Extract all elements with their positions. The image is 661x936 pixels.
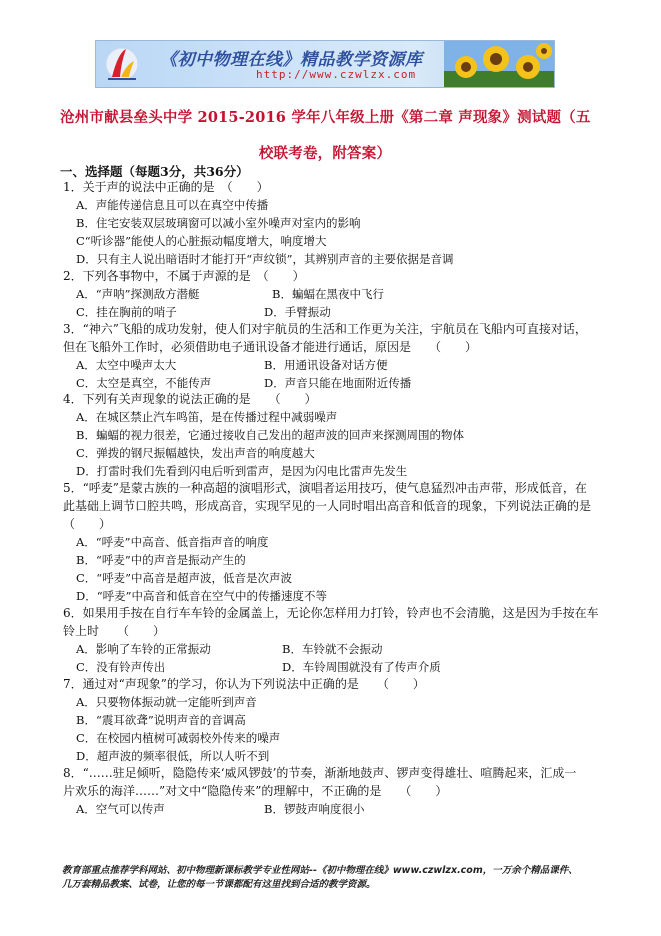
q2-option-a: A．“声呐”探测敌方潜艇	[76, 287, 200, 301]
q5-option-d: D．“呼麦”中高音和低音在空气中的传播速度不等	[76, 589, 327, 603]
q2-option-d: D．手臂振动	[264, 305, 331, 319]
question-4-stem: 4．下列有关声现象的说法正确的是 （ ）	[63, 392, 317, 406]
q8-option-a: A．空气可以传声	[76, 802, 165, 816]
q8-option-b: B．锣鼓声响度很小	[264, 802, 365, 816]
question-7-stem: 7．通过对“声现象”的学习，你认为下列说法中正确的是 （ ）	[63, 677, 425, 691]
q2-option-b: B．蝙蝠在黑夜中飞行	[272, 287, 384, 301]
question-8-stem-line2: 片欢乐的海洋……”对文中“隐隐传来”的理解中，不正确的是 （ ）	[63, 784, 448, 798]
question-6-stem-line2: 铃上时 （ ）	[63, 624, 166, 638]
q3-option-b: B．用通讯设备对话方便	[264, 358, 388, 372]
banner-title: 《初中物理在线》精品教学资源库	[160, 50, 423, 70]
page-footer	[62, 864, 607, 892]
q7-option-b: B．“震耳欲聋”说明声音的音调高	[76, 713, 246, 727]
banner-url[interactable]: http://www.czwlzx.com	[256, 68, 417, 81]
q5-option-c: C．“呼麦”中高音是超声波，低音是次声波	[76, 571, 293, 585]
question-8-stem-line1: 8．“……驻足倾听，隐隐传来‘威风锣鼓’的节奏，渐渐地鼓声、锣声变得雄壮、喧腾起来，汇成一	[63, 766, 577, 780]
q7-option-c: C．在校园内植树可减弱校外传来的噪声	[76, 731, 281, 745]
title-line-2: 校联考卷，附答案）	[258, 145, 392, 162]
section-heading: 一、选择题（每题3分，共36分）	[60, 164, 249, 179]
question-5-stem-line2: 此基础上调节口腔共鸣，形成高音，实现罕见的一人同时唱出高音和低音的现象，下列说法正确的是	[63, 499, 592, 513]
question-3-stem-line2: 但在飞船外工作时，必须借助电子通讯设备才能进行通话，原因是 （ ）	[63, 340, 478, 354]
q7-option-a: A．只要物体振动就一定能听到声音	[76, 695, 257, 709]
q1-option-c: C“听诊器”能使人的心脏振动幅度增大，响度增大	[76, 234, 327, 248]
question-6-stem-line1: 6．如果用手按在自行车车铃的金属盖上，无论你怎样用力打铃，铃声也不会清脆，这是因为手按在车	[63, 606, 599, 620]
q4-option-d: D．打雷时我们先看到闪电后听到雷声，是因为闪电比雷声先发生	[76, 464, 408, 478]
sunflower-decoration-icon	[444, 41, 554, 88]
footer-line-1: 教育部重点推荐学科网站、初中物理新课标教学专业性网站--《初中物理在线》www.czwlzx.com，一万余个精品课件、	[62, 865, 578, 876]
q1-option-d: D．只有主人说出暗语时才能打开“声纹锁”，其辨别声音的主要依据是音调	[76, 252, 454, 266]
title-line-1: 沧州市献县垒头中学 2015-2016 学年八年级上册《第二章 声现象》测试题（五	[60, 109, 591, 126]
q4-option-a: A．在城区禁止汽车鸣笛，是在传播过程中减弱噪声	[76, 410, 338, 424]
q3-option-d: D．声音只能在地面附近传播	[264, 376, 412, 390]
footer-line-2: 几万套精品教案、试卷，让您的每一节课都配有这里找到合适的教学资源。	[62, 879, 376, 890]
q3-option-c: C．太空是真空，不能传声	[76, 376, 212, 390]
header-banner	[95, 40, 555, 88]
q4-option-b: B．蝙蝠的视力很差，它通过接收自己发出的超声波的回声来探测周围的物体	[76, 428, 464, 442]
q2-option-c: C．挂在胸前的哨子	[76, 305, 177, 319]
q3-option-a: A．太空中噪声太大	[76, 358, 177, 372]
q6-option-c: C．没有铃声传出	[76, 660, 166, 674]
question-3-stem-line1: 3．“神六”飞船的成功发射，使人们对宇航员的生活和工作更为关注，宇航员在飞船内可直接对话，	[63, 322, 587, 336]
q1-option-b: B．住宅安装双层玻璃窗可以减小室外噪声对室内的影响	[76, 216, 361, 230]
q7-option-d: D．超声波的频率很低，所以人听不到	[76, 749, 270, 763]
question-1-stem: 1．关于声的说法中正确的是 （ ）	[63, 180, 269, 194]
site-logo-icon	[104, 43, 140, 85]
question-2-stem: 2．下列各事物中，不属于声源的是 （ ）	[63, 269, 305, 283]
q4-option-c: C．弹拨的钢尺振幅越快，发出声音的响度越大	[76, 446, 315, 460]
q6-option-d: D．车铃周围就没有了传声介质	[282, 660, 441, 674]
q5-option-a: A．“呼麦”中高音、低音指声音的响度	[76, 535, 269, 549]
q6-option-a: A．影响了车铃的正常振动	[76, 642, 211, 656]
q6-option-b: B．车铃就不会振动	[282, 642, 383, 656]
question-5-stem-line1: 5．“呼麦”是蒙古族的一种高超的演唱形式，演唱者运用技巧，使气息猛烈冲击声带，形成低音，在	[63, 481, 587, 495]
q1-option-a: A．声能传递信息且可以在真空中传播	[76, 198, 269, 212]
question-5-stem-line3: （ ）	[63, 517, 112, 531]
q5-option-b: B．“呼麦”中的声音是振动产生的	[76, 553, 246, 567]
